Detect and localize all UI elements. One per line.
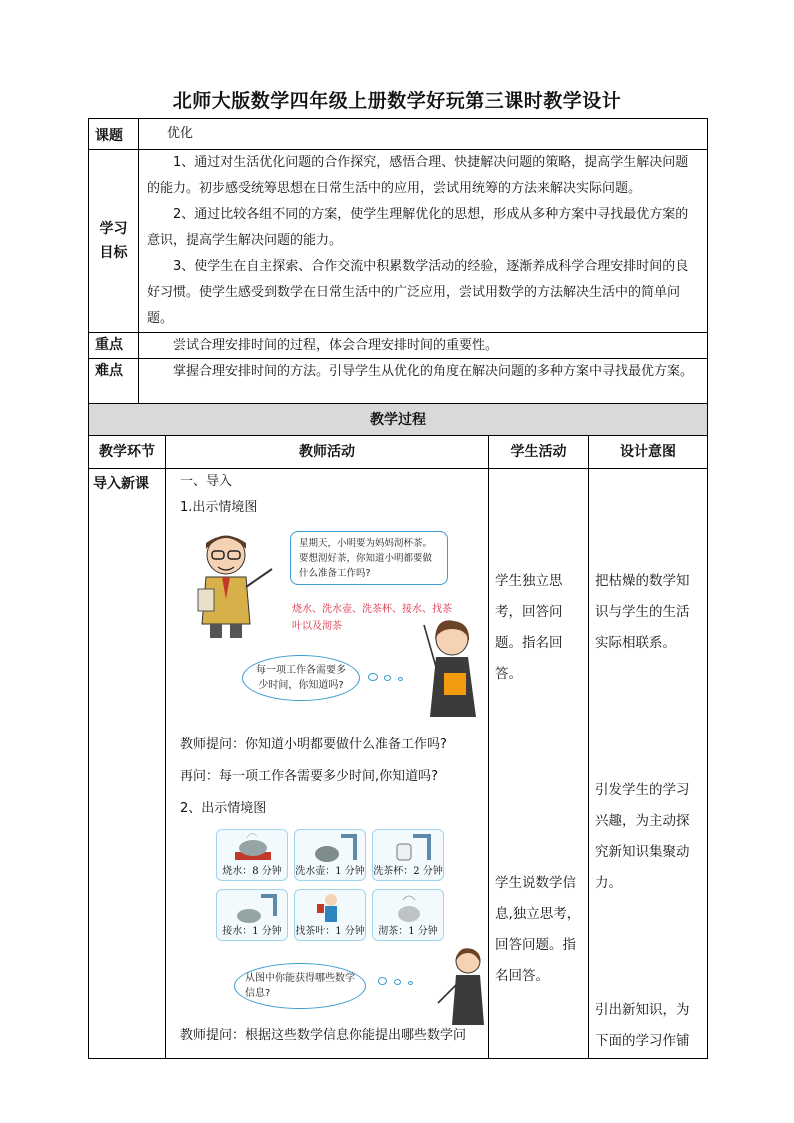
objectives-label-line2: 目标: [99, 245, 128, 261]
intent-item-3: 引出新知识，为下面的学习作铺: [595, 1002, 690, 1049]
tile-wash-cup: [372, 829, 444, 881]
tile-fetch-water: [216, 889, 288, 941]
teacher-cartoon-icon: [184, 529, 274, 639]
female-teacher-icon: [434, 945, 484, 1025]
boy-tea-icon: [295, 890, 367, 930]
speech-bubble-1: 星期天，小明要为妈妈沏杯茶。要想沏好茶，你知道小明都要做什么准备工作吗?: [290, 531, 448, 585]
step-scene-1: 1.出示情境图: [180, 500, 258, 515]
header-teacher: 教师活动: [166, 436, 489, 469]
teacher-activity: [166, 469, 489, 1059]
section-import: 一、导入: [180, 474, 233, 489]
thought-dot: [408, 981, 413, 985]
objective-item: 3、使学生在自主探索、合作交流中积累数学活动的经验，逐渐养成科学合理安排时间的良好习惯。使学生感受到数学在日常生活中的广泛应用，尝试用数学的方法解决生活中的简单问题。: [147, 259, 689, 326]
cloud-bubble-2: 从图中你能获得哪些数学信息?: [234, 963, 366, 1009]
tile-caption: 洗茶杯：2 分钟: [373, 866, 443, 877]
key-point-label: 重点: [89, 333, 139, 359]
task-list-text: 烧水、洗水壶、洗茶杯、接水、找茶叶以及沏茶: [292, 604, 452, 632]
tile-caption: 找茶叶：1 分钟: [295, 926, 365, 937]
step-scene-2: 2、出示情境图: [180, 801, 267, 816]
scene-image-2: [172, 825, 482, 1025]
objective-item: 1、通过对生活优化问题的合作探究，感悟合理、快捷解决问题的策略，提高学生解决问题的能力。初步感受统筹思想在日常生活中的应用，尝试用统筹的方法来解决实际问题。: [147, 155, 689, 196]
kettle-on-stove-icon: [217, 830, 289, 870]
student-response-1: 学生独立思考，回答问题。指名回答。: [495, 573, 563, 682]
lesson-info-table: [88, 118, 708, 410]
topic-label: 课题: [89, 119, 139, 150]
thought-dot: [368, 673, 378, 681]
objectives-label-line1: 学习: [99, 221, 128, 237]
tile-caption: 接水：1 分钟: [222, 926, 282, 937]
tile-wash-kettle: [294, 829, 366, 881]
intent-item-2: 引发学生的学习兴趣，为主动探究新知识集聚动力。: [595, 782, 690, 891]
teacher-question-2: 再问：每一项工作各需要多少时间,你知道吗?: [180, 769, 439, 784]
tile-caption: 洗水壶：1 分钟: [295, 866, 365, 877]
process-band-title: 教学过程: [89, 404, 708, 436]
objectives-label: [89, 150, 139, 333]
tile-find-tea: [294, 889, 366, 941]
objectives-content: [139, 150, 708, 333]
thought-dot: [384, 675, 391, 681]
teapot-icon: [373, 890, 445, 930]
faucet-fill-icon: [217, 890, 289, 930]
scene-image-1: [172, 521, 482, 729]
tile-caption: 沏茶：1 分钟: [378, 926, 438, 937]
female-teacher-icon: [422, 617, 486, 727]
tile-caption: 烧水：8 分钟: [222, 866, 282, 877]
key-point-text: 尝试合理安排时间的过程，体会合理安排时间的重要性。: [139, 333, 708, 359]
student-activity: [489, 469, 589, 1059]
tile-boil-water: [216, 829, 288, 881]
objective-item: 2、通过比较各组不同的方案，使学生理解优化的思想，形成从多种方案中寻找最优方案的意识，提高学生解决问题的能力。: [147, 207, 689, 248]
difficult-point-label: 难点: [89, 359, 139, 410]
design-intent: [589, 469, 708, 1059]
teacher-question-3: 教师提问：根据这些数学信息你能提出哪些数学问: [180, 1028, 467, 1043]
student-response-2: 学生说数学信息,独立思考，回答问题。指名回答。: [495, 875, 581, 984]
document-title: 北师大版数学四年级上册数学好玩第三课时教学设计: [172, 90, 622, 112]
thought-dot: [378, 977, 387, 985]
header-intent: 设计意图: [589, 436, 708, 469]
faucet-kettle-icon: [295, 830, 367, 870]
teaching-process-table: [88, 403, 708, 1059]
thought-dot: [394, 979, 401, 985]
header-stage: 教学环节: [89, 436, 166, 469]
intent-item-1: 把枯燥的数学知识与学生的生活实际相联系。: [595, 573, 690, 651]
difficult-point-text: 掌握合理安排时间的方法。引导学生从优化的角度在解决问题的多种方案中寻找最优方案。: [139, 359, 708, 410]
tile-brew-tea: [372, 889, 444, 941]
header-student: 学生活动: [489, 436, 589, 469]
topic-value: 优化: [139, 119, 708, 150]
cloud-bubble-1: 每一项工作各需要多少时间，你知道吗?: [242, 655, 360, 701]
faucet-cup-icon: [373, 830, 445, 870]
stage-label: 导入新课: [89, 469, 166, 1059]
teacher-question-1: 教师提问：你知道小明都要做什么准备工作吗?: [180, 737, 447, 752]
thought-dot: [398, 677, 403, 681]
